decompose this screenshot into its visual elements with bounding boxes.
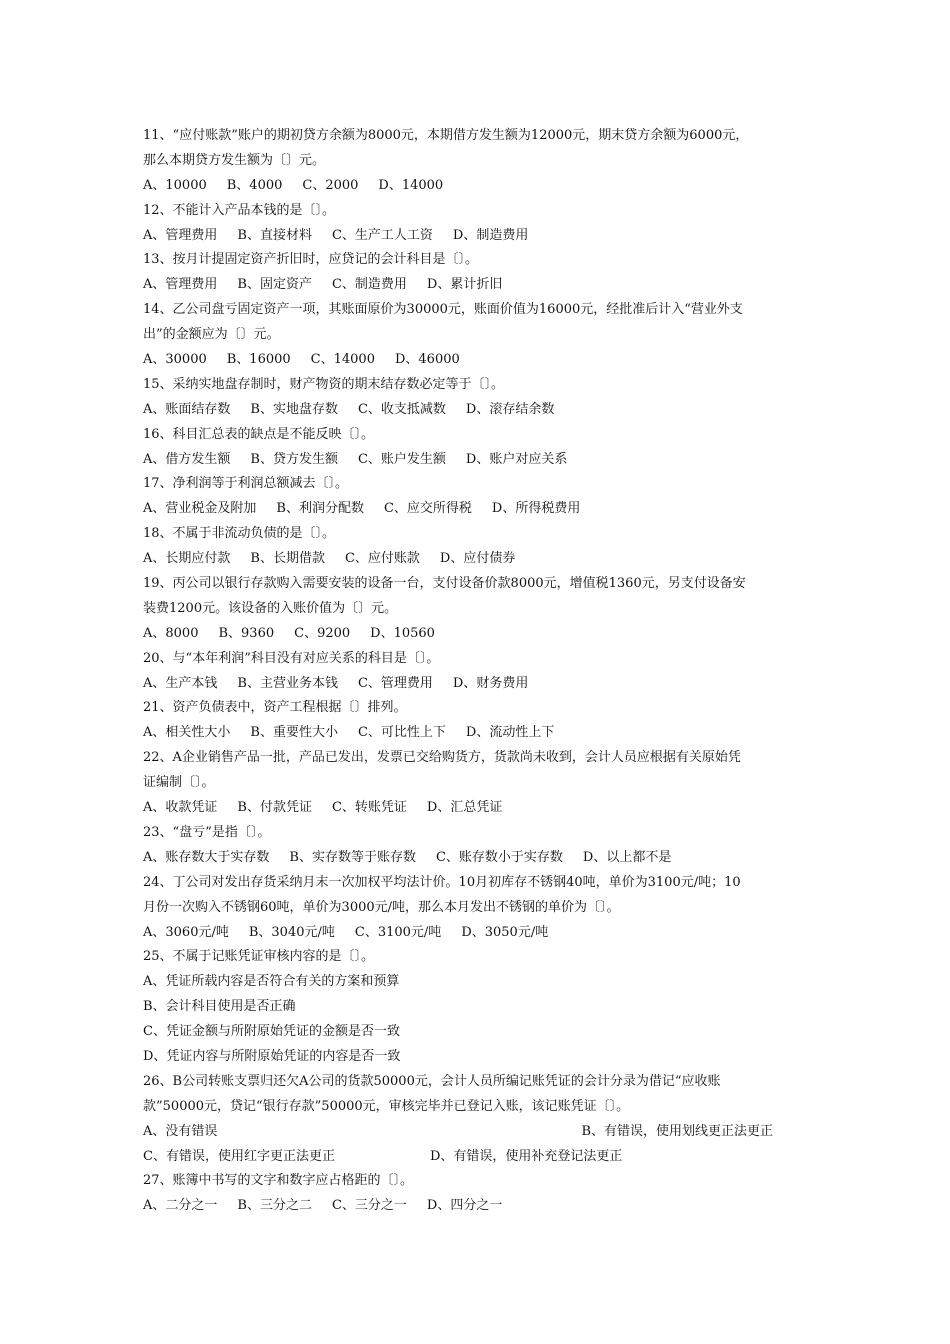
question-17-options — [143, 497, 823, 522]
option-d: D、应付债券 — [439, 551, 516, 567]
question-21-stem: 21、资产负债表中，资产工程根据〔〕排列。 — [143, 700, 407, 716]
option-d: D、累计折旧 — [426, 277, 503, 293]
question-25-option-a: A、凭证所载内容是否符合有关的方案和预算 — [143, 974, 400, 990]
option-d: D、46000 — [394, 352, 460, 368]
question-23-stem: 23、“盘亏”是指〔〕。 — [143, 824, 271, 840]
question-27-options — [143, 1194, 823, 1219]
option-c: C、管理费用 — [357, 675, 433, 691]
question-25-option-b: B、会计科目使用是否正确 — [143, 999, 296, 1015]
option-d: D、滚存结余数 — [465, 401, 555, 417]
option-a: A、账存数大于实存数 — [143, 849, 270, 865]
question-14-stem-line-2: 出”的金额应为〔〕元。 — [143, 327, 280, 343]
option-d: D、3050元/吨 — [461, 924, 549, 940]
option-d: D、以上都不是 — [582, 849, 672, 865]
option-b: B、9360 — [218, 625, 275, 641]
option-a: A、管理费用 — [143, 227, 218, 243]
option-a: A、相关性大小 — [143, 725, 231, 741]
option-b: B、16000 — [226, 352, 291, 368]
question-27-stem: 27、账簿中书写的文字和数字应占格距的〔〕。 — [143, 1173, 414, 1189]
option-d: D、14000 — [378, 177, 444, 193]
option-c: C、9200 — [294, 625, 351, 641]
question-14-options — [143, 348, 823, 373]
question-21-options — [143, 721, 823, 746]
question-15-stem: 15、采纳实地盘存制时，财产物资的期末结存数必定等于〔〕。 — [143, 376, 505, 392]
option-a: A、没有错误 — [143, 1123, 218, 1139]
option-c: C、收支抵减数 — [357, 401, 446, 417]
option-b: B、重要性大小 — [250, 725, 338, 741]
option-a: A、借方发生额 — [143, 451, 231, 467]
question-26-stem-line-2: 款”50000元，贷记“银行存款”50000元，审核完毕并已登记入账，该记账凭证〔〕。 — [143, 1098, 630, 1114]
option-b: B、3040元/吨 — [248, 924, 335, 940]
option-c: C、可比性上下 — [357, 725, 446, 741]
question-20-stem: 20、与“本年利润”科目没有对应关系的科目是〔〕。 — [143, 650, 440, 666]
option-a: A、二分之一 — [143, 1198, 218, 1214]
option-d: D、所得税费用 — [491, 501, 581, 517]
option-b: B、实地盘存数 — [250, 401, 338, 417]
option-b: B、利润分配数 — [276, 501, 364, 517]
option-c: C、应交所得税 — [383, 501, 472, 517]
question-11-options — [143, 174, 823, 199]
option-d: D、四分之一 — [426, 1198, 503, 1214]
question-16-options — [143, 448, 823, 473]
option-a: A、长期应付款 — [143, 551, 231, 567]
question-12-stem: 12、不能计入产品本钱的是〔〕。 — [143, 202, 336, 218]
option-b: B、实存数等于账存数 — [289, 849, 416, 865]
option-c: C、账存数小于实存数 — [435, 849, 563, 865]
question-26-options-row-2 — [143, 1145, 723, 1170]
question-24-stem-line-1: 24、丁公司对发出存货采纳月末一次加权平均法计价。10月初库存不锈钢40吨，单价为3100元/吨；10 — [143, 874, 741, 890]
option-d: D、账户对应关系 — [465, 451, 568, 467]
option-c: C、账户发生额 — [357, 451, 446, 467]
option-b: B、直接材料 — [237, 227, 312, 243]
question-22-options — [143, 796, 823, 821]
option-a: A、管理费用 — [143, 277, 218, 293]
option-d: D、流动性上下 — [465, 725, 555, 741]
question-26-options-row-1 — [143, 1120, 773, 1145]
question-19-options — [143, 622, 823, 647]
option-b: B、主营业务本钱 — [237, 675, 338, 691]
question-25-stem: 25、不属于记账凭证审核内容的是〔〕。 — [143, 949, 375, 965]
option-c: C、3100元/吨 — [354, 924, 442, 940]
question-11-stem-line-2: 那么本期贷方发生额为〔〕元。 — [143, 152, 326, 168]
question-15-options — [143, 398, 823, 423]
option-a: A、3060元/吨 — [143, 924, 229, 940]
question-12-options — [143, 224, 823, 249]
option-c: C、制造费用 — [331, 277, 407, 293]
question-24-options — [143, 921, 823, 946]
question-13-stem: 13、按月计提固定资产折旧时，应贷记的会计科目是〔〕。 — [143, 252, 479, 268]
option-d: D、汇总凭证 — [426, 800, 503, 816]
question-18-stem: 18、不属于非流动负债的是〔〕。 — [143, 526, 336, 542]
question-24-stem-line-2: 月份一次购入不锈钢60吨，单价为3000元/吨，那么本月发出不锈钢的单价为〔〕。 — [143, 899, 620, 915]
question-22-stem-line-1: 22、A企业销售产品一批，产品已发出，发票已交给购货方，货款尚未收到，会计人员应根据有关原始凭 — [143, 750, 741, 766]
option-c: C、2000 — [302, 177, 359, 193]
option-a: A、账面结存数 — [143, 401, 231, 417]
option-c: C、应付账款 — [344, 551, 420, 567]
question-14-stem-line-1: 14、乙公司盘亏固定资产一项，其账面原价为30000元，账面价值为16000元，经批准后计入“营业外支 — [143, 302, 743, 318]
option-d: D、有错误，使用补充登记法更正 — [430, 1148, 623, 1164]
question-22-stem-line-2: 证编制〔〕。 — [143, 775, 215, 791]
option-c: C、14000 — [310, 352, 375, 368]
question-17-stem: 17、净利润等于利润总额减去〔〕。 — [143, 476, 349, 492]
option-c: C、三分之一 — [331, 1198, 407, 1214]
option-b: B、4000 — [226, 177, 283, 193]
question-11-stem-line-1: 11、“应付账款”账户的期初贷方余额为8000元，本期借方发生额为12000元，期末贷方余额为6000元， — [143, 128, 749, 143]
option-b: B、长期借款 — [250, 551, 325, 567]
option-a: A、生产本钱 — [143, 675, 218, 691]
question-19-stem-line-2: 装费1200元。该设备的入账价值为〔〕元。 — [143, 600, 398, 616]
option-b: B、贷方发生额 — [250, 451, 338, 467]
question-13-options — [143, 273, 823, 298]
question-25-option-c: C、凭证金额与所附原始凭证的金额是否一致 — [143, 1024, 400, 1040]
option-d: D、财务费用 — [452, 675, 529, 691]
option-b: B、三分之二 — [237, 1198, 312, 1214]
option-c: C、生产工人工资 — [331, 227, 433, 243]
option-a: A、营业税金及附加 — [143, 501, 257, 517]
question-18-options — [143, 547, 823, 572]
option-c: C、转账凭证 — [331, 800, 407, 816]
exam-question-list — [143, 124, 823, 1219]
option-d: D、10560 — [370, 625, 435, 641]
option-d: D、制造费用 — [452, 227, 529, 243]
option-c: C、有错误，使用红字更正法更正 — [143, 1148, 335, 1164]
question-16-stem: 16、科目汇总表的缺点是不能反映〔〕。 — [143, 426, 375, 442]
question-23-options — [143, 846, 823, 871]
question-26-stem-line-1: 26、B公司转账支票归还欠A公司的货款50000元，会计人员所编记账凭证的会计分录为借记“应收账 — [143, 1073, 721, 1089]
option-a: A、10000 — [143, 177, 207, 193]
option-b: B、固定资产 — [237, 277, 312, 293]
question-25-option-d: D、凭证内容与所附原始凭证的内容是否一致 — [143, 1048, 401, 1064]
option-a: A、30000 — [143, 352, 207, 368]
option-a: A、收款凭证 — [143, 800, 218, 816]
option-b: B、付款凭证 — [237, 800, 312, 816]
option-b: B、有错误，使用划线更正法更正 — [581, 1123, 773, 1139]
question-20-options — [143, 672, 823, 697]
question-19-stem-line-1: 19、丙公司以银行存款购入需要安装的设备一台，支付设备价款8000元，增值税1360元，另支付设备安 — [143, 576, 746, 592]
option-a: A、8000 — [143, 625, 199, 641]
